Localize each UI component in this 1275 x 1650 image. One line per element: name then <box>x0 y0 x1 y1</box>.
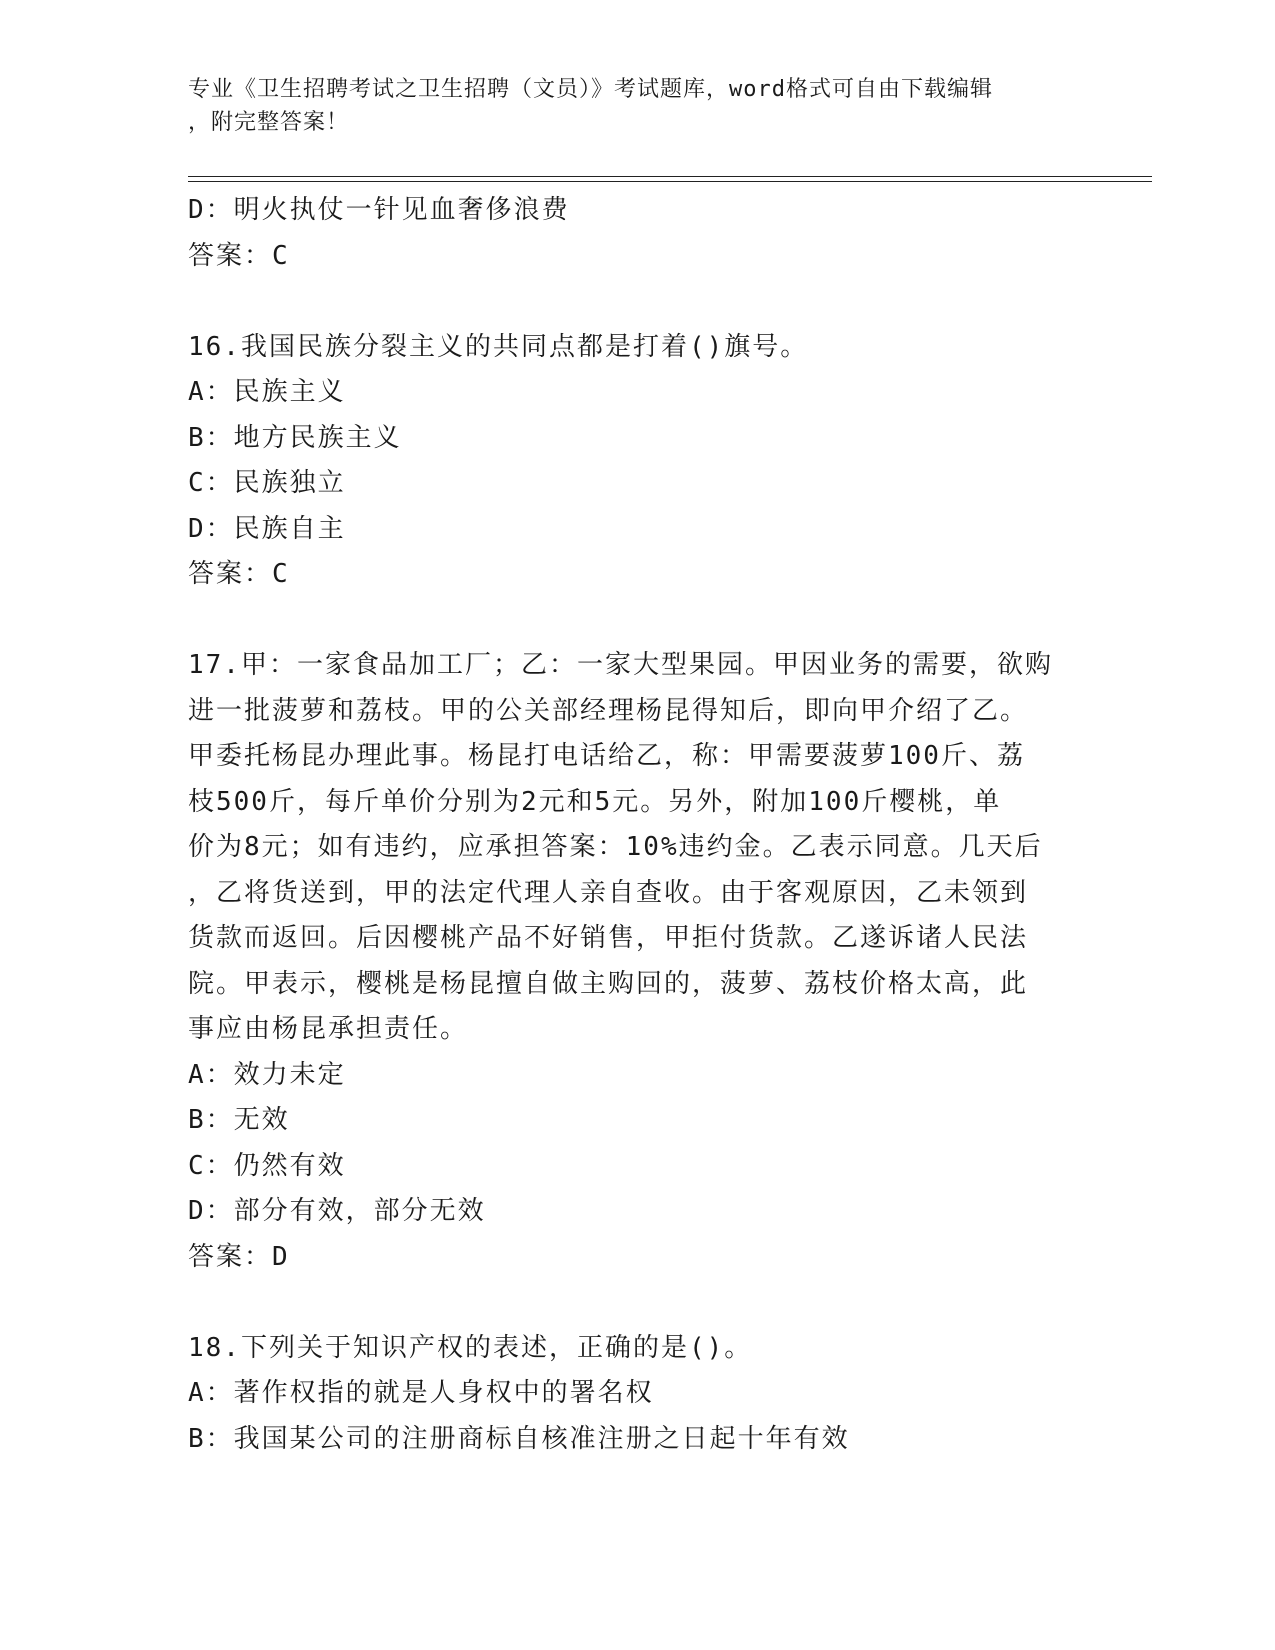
question-line: 18.下列关于知识产权的表述，正确的是()。 <box>188 1332 753 1363</box>
page-header <box>188 73 1068 139</box>
question-line: 事应由杨昆承担责任。 <box>188 1014 469 1044</box>
option-line: D：民族自主 <box>188 513 346 544</box>
question-line: ，乙将货送到，甲的法定代理人亲自查收。由于客观原因，乙未领到 <box>188 877 1029 908</box>
option-line: D：部分有效，部分无效 <box>188 1196 486 1226</box>
question-line: 17.甲：一家食品加工厂；乙：一家大型果园。甲因业务的需要，欲购 <box>188 650 1053 680</box>
header-divider-top <box>188 176 1152 177</box>
question-line: 院。甲表示，樱桃是杨昆擅自做主购回的，菠萝、荔枝价格太高，此 <box>188 968 1029 999</box>
question-line: 16.我国民族分裂主义的共同点都是打着()旗号。 <box>188 331 809 362</box>
option-line: C：仍然有效 <box>188 1150 346 1181</box>
question-list <box>188 188 1088 1462</box>
option-line: B：无效 <box>188 1105 290 1135</box>
spacer <box>188 1280 1088 1326</box>
option-line: D：明火执仗一针见血奢侈浪费 <box>188 195 570 225</box>
option-line: A：效力未定 <box>188 1059 346 1090</box>
header-divider-bottom <box>188 181 1152 182</box>
option-line: B：我国某公司的注册商标自核准注册之日起十年有效 <box>188 1423 850 1454</box>
option-line: B：地方民族主义 <box>188 422 402 453</box>
answer-line: 答案：C <box>188 240 290 271</box>
question-line: 枝500斤，每斤单价分别为2元和5元。另外，附加100斤樱桃，单 <box>188 786 1002 817</box>
answer-line: 答案：D <box>188 1241 290 1272</box>
question-line: 进一批菠萝和荔枝。甲的公关部经理杨昆得知后，即向甲介绍了乙。 <box>188 695 1029 726</box>
question-line: 货款而返回。后因樱桃产品不好销售，甲拒付货款。乙遂诉诸人民法 <box>188 923 1029 953</box>
spacer <box>188 279 1088 325</box>
header-line-2: ，附完整答案！ <box>188 110 350 135</box>
option-line: C：民族独立 <box>188 468 346 498</box>
question-text <box>188 643 1068 1053</box>
question-line: 甲委托杨昆办理此事。杨昆打电话给乙，称：甲需要菠萝100斤、荔 <box>188 741 1025 771</box>
answer-line: 答案：C <box>188 559 290 589</box>
question-text <box>188 1326 1068 1372</box>
header-line-1: 专业《卫生招聘考试之卫生招聘（文员）》考试题库，word格式可自由下载编辑 <box>188 77 993 102</box>
question-text <box>188 325 1068 371</box>
option-line: A：著作权指的就是人身权中的署名权 <box>188 1378 654 1408</box>
option-line: A：民族主义 <box>188 377 346 407</box>
question-line: 价为8元；如有违约，应承担答案：10%违约金。乙表示同意。几天后 <box>188 832 1043 862</box>
spacer <box>188 598 1088 644</box>
